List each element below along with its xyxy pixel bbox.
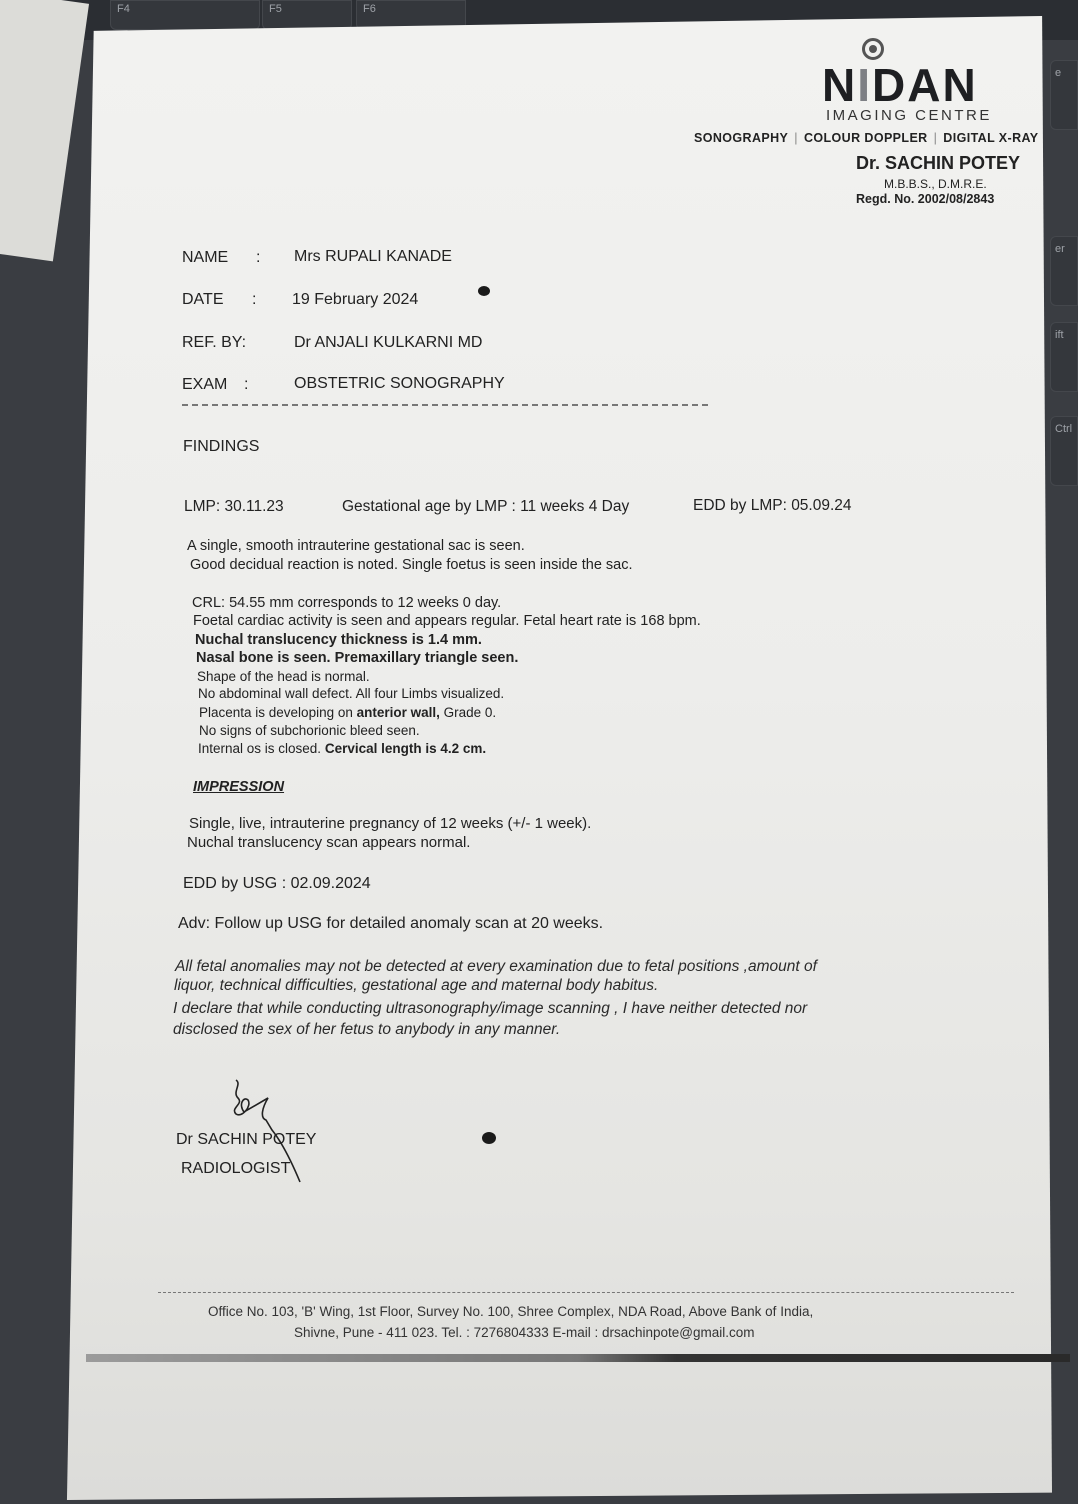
finding-line-nasal: Nasal bone is seen. Premaxillary triangle seen.	[196, 650, 519, 666]
brand-subtitle: IMAGING CENTRE	[826, 107, 992, 124]
exam-label: EXAM	[182, 376, 228, 393]
finding-line: No abdominal wall defect. All four Limbs visualized.	[198, 686, 505, 701]
impression-heading: IMPRESSION	[193, 779, 285, 795]
ref-label: REF. BY:	[182, 334, 247, 351]
edd-usg: EDD by USG : 02.09.2024	[183, 875, 371, 892]
disclaimer-line: disclosed the sex of her fetus to anybody in any manner.	[173, 1021, 561, 1038]
service-item: SONOGRAPHY	[694, 131, 789, 145]
finding-line-placenta: Placenta is developing on anterior wall, Grade 0.	[199, 705, 497, 720]
advice: Adv: Follow up USG for detailed anomaly scan at 20 weeks.	[178, 915, 604, 932]
disclaimer-line: liquor, technical difficulties, gestational age and maternal body habitus.	[174, 977, 659, 994]
disclaimer-line: All fetal anomalies may not be detected at every examination due to fetal positions ,amount of	[175, 958, 817, 975]
doctor-qualification: M.B.B.S., D.M.R.E.	[884, 177, 987, 191]
finding-line: A single, smooth intrauterine gestational sac is seen.	[187, 538, 525, 554]
paper-sheet	[62, 16, 1052, 1500]
logo-icon	[862, 38, 884, 60]
name-separator: :	[256, 249, 261, 266]
finding-line: Foetal cardiac activity is seen and appears regular. Fetal heart rate is 168 bpm.	[193, 613, 701, 629]
footer-contact: Shivne, Pune - 411 023. Tel. : 7276804333 E-mail : drsachinpote@gmail.com	[294, 1325, 755, 1340]
gestational-age: Gestational age by LMP : 11 weeks 4 Day	[342, 498, 630, 515]
name-label: NAME	[182, 249, 229, 266]
footer-bar	[86, 1354, 1070, 1362]
key-f6: F6	[356, 0, 466, 30]
side-key: ift	[1050, 322, 1078, 392]
services-line: SONOGRAPHY | COLOUR DOPPLER | DIGITAL X-RAY	[694, 131, 1039, 145]
date-label: DATE	[182, 291, 224, 308]
registration-number: Regd. No. 2002/08/2843	[856, 192, 995, 206]
key-f4: F4	[110, 0, 260, 30]
edd-lmp: EDD by LMP: 05.09.24	[693, 497, 852, 514]
impression-line: Nuchal translucency scan appears normal.	[187, 834, 471, 851]
side-key: Ctrl	[1050, 416, 1078, 486]
findings-heading: FINDINGS	[183, 438, 260, 455]
side-key: er	[1050, 236, 1078, 306]
exam-type: OBSTETRIC SONOGRAPHY	[294, 375, 505, 392]
report-date: 19 February 2024	[292, 291, 419, 308]
doctor-name: Dr. SACHIN POTEY	[856, 153, 1021, 173]
brand-logo: NIDAN	[822, 59, 978, 111]
lmp: LMP: 30.11.23	[184, 498, 284, 515]
date-separator: :	[252, 291, 257, 308]
signoff-title: RADIOLOGIST	[181, 1160, 291, 1177]
exam-separator: :	[244, 376, 249, 393]
finding-line: Shape of the head is normal.	[197, 669, 370, 684]
divider	[182, 404, 708, 406]
finding-line-os: Internal os is closed. Cervical length is 4.2 cm.	[198, 741, 487, 756]
referring-doctor: Dr ANJALI KULKARNI MD	[294, 334, 483, 351]
ink-dot	[478, 286, 490, 296]
side-key: e	[1050, 60, 1078, 130]
footer-divider	[158, 1292, 1014, 1293]
footer-address: Office No. 103, 'B' Wing, 1st Floor, Survey No. 100, Shree Complex, NDA Road, Above Bank of India,	[208, 1304, 814, 1319]
finding-line: Good decidual reaction is noted. Single foetus is seen inside the sac.	[190, 557, 633, 573]
patient-name: Mrs RUPALI KANADE	[294, 248, 452, 265]
key-f5: F5	[262, 0, 352, 30]
finding-line: No signs of subchorionic bleed seen.	[199, 723, 420, 738]
service-item: DIGITAL X-RAY	[943, 131, 1039, 145]
ink-dot	[482, 1132, 496, 1144]
finding-line: CRL: 54.55 mm corresponds to 12 weeks 0 day.	[192, 595, 502, 611]
finding-line-nt: Nuchal translucency thickness is 1.4 mm.	[195, 632, 482, 648]
service-item: COLOUR DOPPLER	[803, 131, 928, 145]
impression-line: Single, live, intrauterine pregnancy of 12 weeks (+/- 1 week).	[189, 815, 592, 832]
disclaimer-line: I declare that while conducting ultrasonography/image scanning , I have neither detected nor	[173, 1000, 808, 1017]
signoff-name: Dr SACHIN POTEY	[176, 1131, 317, 1148]
